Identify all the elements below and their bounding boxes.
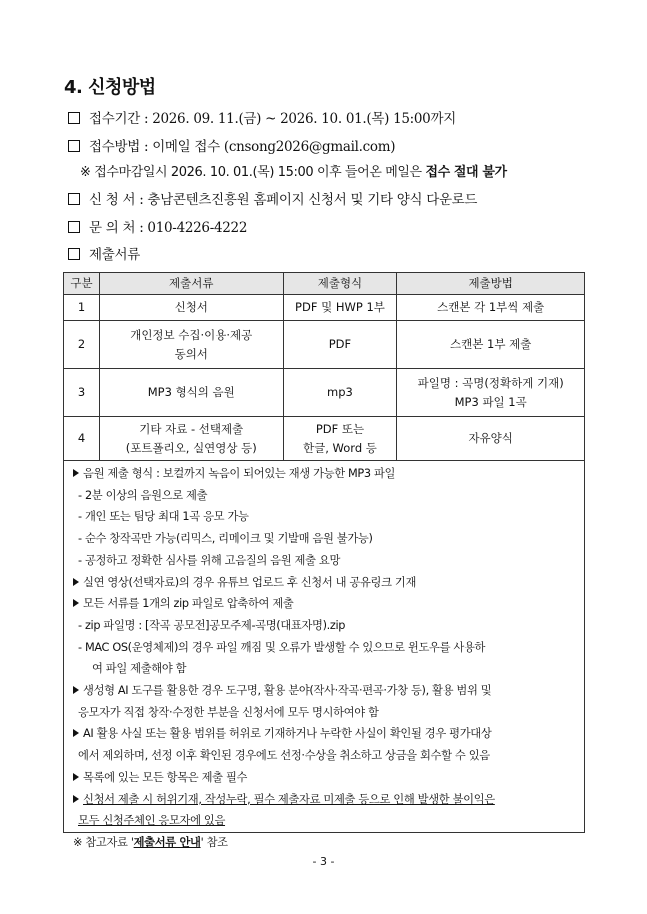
reference-emphasis: 제출서류 안내 [133, 835, 201, 849]
cell-text: mp3 [327, 385, 353, 399]
reference-note [73, 834, 228, 850]
notes-box [63, 459, 585, 849]
note-text: 응모자가 직접 창작·수정한 부분을 신청서에 모두 명시하여야 함 [78, 705, 379, 719]
note-line [78, 704, 379, 720]
submission-table [63, 272, 585, 461]
cell-doc [99, 295, 283, 321]
cell-method [397, 321, 585, 369]
note-text: - 공정하고 정확한 심사를 위해 고음질의 음원 제출 요망 [78, 553, 341, 567]
note-text: 실연 영상(선택자료)의 경우 유튜브 업로드 후 신청서 내 공유링크 기재 [83, 575, 417, 589]
note-text: - 순수 창작곡만 가능(리믹스, 리메이크 및 기발매 음원 불가능) [78, 532, 373, 546]
cell-text: PDF 또는 [315, 421, 365, 436]
cell-text: 스캔본 각 1부씩 제출 [437, 300, 545, 314]
note-text: - zip 파일명 : [작곡 공모전]공모주제-곡명(대표자명).zip [78, 618, 346, 632]
item-contact [68, 216, 247, 236]
note-line [73, 465, 395, 481]
cell-doc [99, 417, 283, 461]
cell-method [397, 295, 585, 321]
cell-text: 신청서 [174, 300, 208, 314]
section-title: 4. 신청방법 [64, 77, 156, 98]
checkbox-square-icon [68, 221, 80, 233]
note-line [78, 530, 373, 546]
note-text: - 2분 이상의 음원으로 제출 [78, 488, 208, 502]
header-cell: 제출형식 [283, 273, 397, 295]
note-text: 신청서 제출 시 허위기재, 작성누락, 필수 제출자료 미제출 등으로 인해 발생한 불이익은 [83, 792, 495, 806]
triangle-bullet-icon [73, 686, 79, 694]
note-text: 음원 제출 형식 : 보컬까지 녹음이 되어있는 재생 가능한 MP3 파일 [83, 467, 396, 480]
header-cell: 제출서류 [99, 273, 283, 295]
note-line [92, 660, 186, 676]
triangle-bullet-icon [73, 773, 79, 781]
deadline-note-text: ※ 접수마감일시 2026. 10. 01.(목) 15:00 이후 들어온 메일은 [80, 165, 426, 180]
note-text: - 개인 또는 팀당 최대 1곡 응모 가능 [78, 510, 249, 524]
note-line [73, 574, 416, 590]
note-line [73, 595, 293, 611]
checkbox-square-icon [68, 140, 80, 152]
table-header-row [64, 273, 585, 295]
note-line [78, 487, 207, 503]
page-number: - 3 - [312, 855, 335, 868]
cell-format [283, 369, 397, 417]
cell-text: 한글, Word 등 [303, 440, 377, 455]
cell-text: 파일명 : 곡명(정확하게 기재) [417, 375, 564, 390]
note-text: 모두 신청주체인 응모자에 있음 [78, 814, 226, 828]
note-line [78, 617, 345, 633]
cell-method [397, 369, 585, 417]
note-text: 모든 서류를 1개의 zip 파일로 압축하여 제출 [83, 597, 294, 611]
cell-text: 개인정보 수집·이용·제공 [130, 327, 253, 342]
note-text: 목록에 있는 모든 항목은 제출 필수 [83, 770, 248, 784]
cell-text: MP3 형식의 음원 [147, 385, 235, 399]
checkbox-square-icon [68, 112, 80, 124]
cell-doc [99, 369, 283, 417]
cell-no: 1 [64, 295, 100, 321]
cell-text: PDF [328, 337, 352, 351]
note-line [78, 812, 225, 828]
checkbox-square-icon [68, 248, 80, 260]
cell-format [283, 417, 397, 461]
note-line [78, 552, 340, 568]
item-application-period [68, 107, 456, 127]
triangle-bullet-icon [73, 599, 79, 607]
note-line [73, 791, 495, 807]
header-cell: 제출방법 [397, 273, 585, 295]
table-row [64, 321, 585, 369]
note-line [78, 747, 490, 763]
cell-text: PDF 및 HWP 1부 [295, 300, 385, 314]
triangle-bullet-icon [73, 729, 79, 737]
note-text: 에서 제외하며, 선정 이후 확인된 경우에도 선정·수상을 취소하고 상금을 회수할 수 있음 [78, 749, 490, 763]
cell-no: 4 [64, 417, 100, 461]
checkbox-square-icon [68, 193, 80, 205]
cell-text: 기타 자료 - 선택제출 [139, 421, 244, 436]
note-line [78, 508, 249, 524]
cell-doc [99, 321, 283, 369]
table-row [64, 417, 585, 461]
cell-text: 스캔본 1부 제출 [450, 337, 532, 351]
item-application-method [68, 135, 395, 155]
item-label: 신 청 서 : 충남콘텐츠진흥원 홈페이지 신청서 및 기타 양식 다운로드 [89, 192, 478, 208]
header-cell: 구분 [64, 273, 100, 295]
deadline-note-emphasis: 접수 절대 불가 [425, 165, 507, 180]
cell-no: 2 [64, 321, 100, 369]
cell-format [283, 321, 397, 369]
table-row [64, 295, 585, 321]
note-line [73, 769, 247, 785]
note-line [73, 725, 491, 741]
item-label: 제출서류 [89, 247, 140, 263]
item-label: 접수기간 : 2026. 09. 11.(금) ~ 2026. 10. 01.(목) 15:00까지 [89, 111, 456, 127]
cell-text: (포트폴리오, 실연영상 등) [125, 440, 257, 455]
cell-text: 동의서 [174, 346, 208, 361]
note-text: 생성형 AI 도구를 활용한 경우 도구명, 활용 분야(작사·작곡·편곡·가창 등), 활용 범위 및 [83, 684, 492, 697]
item-submission-docs [68, 243, 140, 263]
triangle-bullet-icon [73, 795, 79, 803]
note-text: AI 활용 사실 또는 활용 범위를 허위로 기재하거나 누락한 사실이 확인될 경우 평가대상 [83, 727, 492, 741]
note-line [73, 682, 491, 698]
reference-suffix: ' 참조 [200, 835, 228, 849]
table-row [64, 369, 585, 417]
item-label: 문 의 처 : 010-4226-4222 [89, 220, 248, 236]
note-line [78, 639, 485, 655]
note-text: - MAC OS(운영체제)의 경우 파일 깨짐 및 오류가 발생할 수 있으므로 윈도우를 사용하 [78, 640, 486, 654]
cell-text: 자유양식 [468, 431, 513, 445]
triangle-bullet-icon [73, 469, 79, 477]
cell-no: 3 [64, 369, 100, 417]
cell-text: MP3 파일 1곡 [454, 394, 527, 409]
deadline-note [80, 161, 507, 180]
item-application-form [68, 188, 477, 208]
triangle-bullet-icon [73, 578, 79, 586]
cell-method [397, 417, 585, 461]
note-text: 여 파일 제출해야 함 [92, 662, 187, 676]
item-label: 접수방법 : 이메일 접수 (cnsong2026@gmail.com) [89, 139, 396, 155]
cell-format [283, 295, 397, 321]
reference-prefix: ※ 참고자료 ' [73, 835, 134, 849]
